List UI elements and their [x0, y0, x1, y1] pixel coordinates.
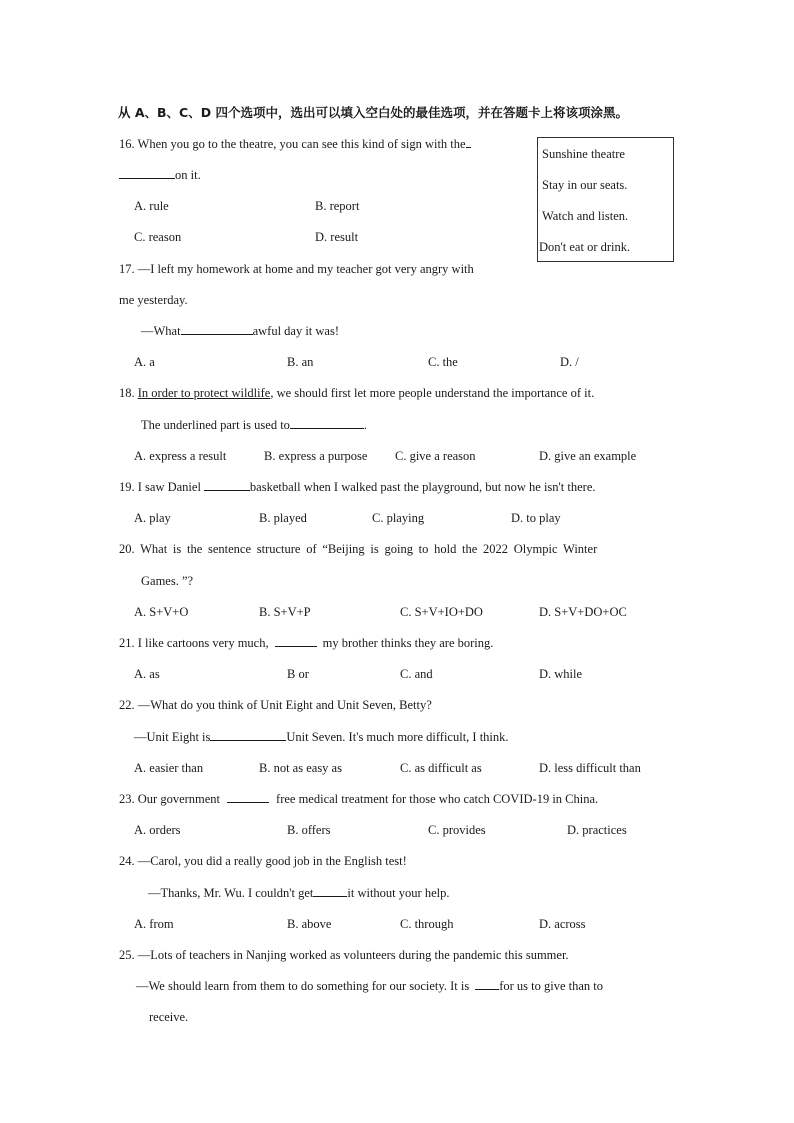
- sign-line: Stay in our seats.: [542, 178, 628, 192]
- option[interactable]: C. the: [428, 355, 458, 369]
- option[interactable]: B. an: [287, 355, 314, 369]
- question-20-stem-cont: Games. ”?: [141, 574, 194, 588]
- question-18-stem-cont: The underlined part is used to .: [141, 418, 368, 432]
- answer-blank: [466, 136, 471, 148]
- sign-line: Watch and listen.: [542, 209, 629, 223]
- option[interactable]: C. through: [400, 917, 454, 931]
- question-21-stem: 21. I like cartoons very much, my brother thinks they are boring.: [119, 636, 494, 650]
- option[interactable]: C. give a reason: [395, 449, 476, 463]
- option[interactable]: B or: [287, 667, 309, 681]
- option[interactable]: B. report: [315, 199, 360, 213]
- option[interactable]: D. less difficult than: [539, 761, 641, 775]
- question-17-stem: 17. —I left my homework at home and my teacher got very angry with: [119, 262, 474, 276]
- question-16-stem: 16. When you go to the theatre, you can see this kind of sign with the: [119, 136, 471, 152]
- question-22-stem: 22. —What do you think of Unit Eight and Unit Seven, Betty?: [119, 698, 432, 712]
- option[interactable]: C. as difficult as: [400, 761, 482, 775]
- answer-blank: [181, 323, 253, 335]
- answer-blank: [475, 978, 499, 990]
- option[interactable]: A. from: [134, 917, 174, 931]
- option[interactable]: C. reason: [134, 230, 182, 244]
- answer-blank: [290, 417, 364, 429]
- answer-blank: [275, 635, 317, 647]
- option[interactable]: B. S+V+P: [259, 605, 311, 619]
- option[interactable]: A. a: [134, 355, 155, 369]
- option[interactable]: D. S+V+DO+OC: [539, 605, 627, 619]
- underlined-part: In order to protect wildlife: [137, 386, 271, 400]
- option[interactable]: D. across: [539, 917, 586, 931]
- question-17-reply: —What awful day it was!: [141, 324, 340, 338]
- sign-line: Sunshine theatre: [542, 147, 625, 161]
- option[interactable]: C. and: [400, 667, 433, 681]
- sign-line: Don't eat or drink.: [539, 240, 631, 254]
- option[interactable]: D. while: [539, 667, 583, 681]
- option[interactable]: D. /: [560, 355, 579, 369]
- question-24-reply: —Thanks, Mr. Wu. I couldn't get it without your help.: [148, 886, 450, 900]
- question-17-stem-cont: me yesterday.: [119, 293, 188, 307]
- theatre-sign-box: [537, 137, 674, 262]
- option[interactable]: A. S+V+O: [134, 605, 189, 619]
- option[interactable]: C. playing: [372, 511, 425, 525]
- option[interactable]: B. not as easy as: [259, 761, 342, 775]
- option[interactable]: A. rule: [134, 199, 169, 213]
- option[interactable]: A. easier than: [134, 761, 204, 775]
- question-25-reply: —We should learn from them to do something for our society. It is for us to give than to: [136, 979, 604, 993]
- option[interactable]: D. practices: [567, 823, 627, 837]
- question-25-stem: 25. —Lots of teachers in Nanjing worked as volunteers during the pandemic this summer.: [119, 948, 569, 962]
- option[interactable]: D. result: [315, 230, 359, 244]
- option[interactable]: B. above: [287, 917, 332, 931]
- option[interactable]: D. to play: [511, 511, 561, 525]
- question-25-reply-cont: receive.: [149, 1010, 189, 1024]
- question-23-stem: 23. Our government free medical treatment for those who catch COVID-19 in China.: [119, 792, 599, 806]
- answer-blank: [119, 167, 175, 179]
- question-20-stem: 20. What is the sentence structure of “Beijing is going to hold the 2022 Olympic Winter: [119, 542, 598, 556]
- option[interactable]: A. orders: [134, 823, 181, 837]
- question-24-stem: 24. —Carol, you did a really good job in the English test!: [119, 854, 407, 868]
- option[interactable]: C. S+V+IO+DO: [400, 605, 483, 619]
- option[interactable]: B. express a purpose: [264, 449, 368, 463]
- answer-blank: [210, 729, 286, 741]
- option[interactable]: C. provides: [428, 823, 486, 837]
- answer-blank: [204, 479, 250, 491]
- answer-blank: [227, 791, 269, 803]
- question-16-stem-cont: on it.: [119, 167, 201, 183]
- option[interactable]: D. give an example: [539, 449, 637, 463]
- section-instruction: 从 A、B、C、D 四个选项中，选出可以填入空白处的最佳选项，并在答题卡上将该项涂黑。: [118, 105, 628, 120]
- option[interactable]: B. played: [259, 511, 307, 525]
- option[interactable]: A. play: [134, 511, 171, 525]
- option[interactable]: A. express a result: [134, 449, 227, 463]
- answer-blank: [313, 885, 347, 897]
- option[interactable]: B. offers: [287, 823, 331, 837]
- question-18-stem: 18. In order to protect wildlife, we should first let more people understand the importance of it.: [119, 386, 595, 400]
- question-19-stem: 19. I saw Daniel basketball when I walked past the playground, but now he isn't there.: [119, 480, 596, 494]
- option[interactable]: A. as: [134, 667, 160, 681]
- question-22-reply: —Unit Eight is Unit Seven. It's much more difficult, I think.: [134, 730, 509, 744]
